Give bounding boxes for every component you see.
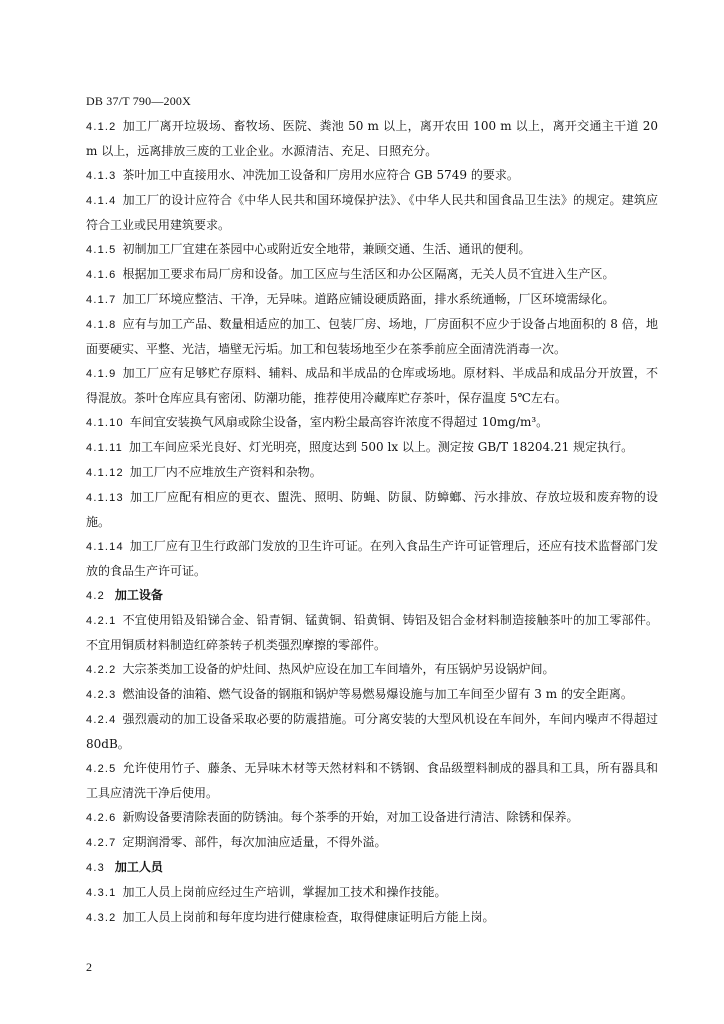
clause-number: 4.2.4 [86, 714, 117, 726]
clause-text: 茶叶加工中直接用水、冲洗加工设备和厂房用水应符合 GB 5749 的要求。 [122, 168, 519, 182]
clause-paragraph [86, 682, 658, 707]
clause-number: 4.2.7 [86, 837, 117, 849]
clause-number: 4.2.2 [86, 664, 117, 676]
section-heading [86, 583, 658, 608]
clause-paragraph [86, 657, 658, 682]
clause-paragraph [86, 905, 658, 930]
clause-paragraph [86, 880, 658, 905]
clause-paragraph [86, 312, 658, 361]
clause-text: 加工人员上岗前和每年度均进行健康检查，取得健康证明后方能上岗。 [122, 910, 495, 924]
clause-number: 4.2.3 [86, 689, 117, 701]
clause-paragraph [86, 361, 658, 410]
clause-paragraph [86, 114, 658, 163]
clause-number: 4.3.2 [86, 912, 117, 924]
clause-text: 根据加工要求布局厂房和设备。加工区应与生活区和办公区隔离，无关人员不宜进入生产区。 [122, 267, 615, 281]
clause-paragraph [86, 485, 658, 534]
clause-paragraph [86, 163, 658, 188]
clause-paragraph [86, 707, 658, 756]
clause-number: 4.1.5 [86, 244, 117, 256]
clause-paragraph [86, 805, 658, 830]
clause-paragraph [86, 435, 658, 460]
section-title: 加工人员 [114, 860, 163, 874]
clause-number: 4.1.2 [86, 121, 117, 133]
clause-text: 加工人员上岗前应经过生产培训，掌握加工技术和操作技能。 [122, 885, 447, 899]
clause-text: 燃油设备的油箱、燃气设备的钢瓶和锅炉等易燃易爆设施与加工车间至少留有 3 m 的安全距离。 [122, 687, 633, 701]
clause-paragraph [86, 460, 658, 485]
clause-number: 4.1.12 [86, 467, 124, 479]
clause-paragraph [86, 262, 658, 287]
clause-number: 4.1.3 [86, 170, 117, 182]
clause-text: 不宜使用铅及铅锑合金、铅青铜、锰黄铜、铅黄铜、铸铝及铝合金材料制造接触茶叶的加工零部件。不宜用铜质材料制造红碎茶转子机类强烈摩擦的零部件。 [86, 613, 658, 652]
clause-number: 4.1.6 [86, 269, 117, 281]
clause-number: 4.3.1 [86, 887, 117, 899]
document-body [86, 114, 658, 930]
section-title: 加工设备 [114, 588, 163, 602]
clause-number: 4.1.4 [86, 195, 117, 207]
clause-number: 4.2.6 [86, 812, 117, 824]
clause-paragraph [86, 237, 658, 262]
clause-text: 加工厂应配有相应的更衣、盥洗、照明、防蝇、防鼠、防蟑螂、污水排放、存放垃圾和废弃物的设施。 [86, 490, 658, 529]
clause-number: 4.1.7 [86, 294, 117, 306]
clause-paragraph [86, 830, 658, 855]
section-heading [86, 855, 658, 880]
clause-paragraph [86, 287, 658, 312]
clause-number: 4.2.5 [86, 763, 117, 775]
clause-text: 加工厂环境应整洁、干净，无异味。道路应铺设硬质路面，排水系统通畅，厂区环境需绿化。 [122, 292, 615, 306]
clause-text: 加工厂的设计应符合《中华人民共和国环境保护法》、《中华人民共和国食品卫生法》的规定。建筑应符合工业或民用建筑要求。 [86, 193, 658, 232]
clause-text: 允许使用竹子、藤条、无异味木材等天然材料和不锈钢、食品级塑料制成的器具和工具，所有器具和工具应清洗干净后使用。 [86, 761, 658, 800]
clause-number: 4.1.14 [86, 541, 124, 553]
clause-text: 定期润滑零、部件，每次加油应适量，不得外溢。 [122, 835, 387, 849]
clause-number: 4.1.8 [86, 319, 117, 331]
clause-text: 车间宜安装换气风扇或除尘设备，室内粉尘最高容许浓度不得超过 10mg/m³。 [129, 415, 549, 429]
clause-text: 应有与加工产品、数量相适应的加工、包装厂房、场地，厂房面积不应少于设备占地面积的 8 倍，地面要硬实、平整、光洁，墙壁无污垢。加工和包装场地至少在茶季前应全面清洗消毒一次。 [86, 317, 658, 356]
clause-number: 4.1.9 [86, 368, 117, 380]
clause-number: 4.1.11 [86, 442, 123, 454]
clause-text: 强烈震动的加工设备采取必要的防震措施。可分离安装的大型风机设在车间外，车间内噪声不得超过 80dB。 [86, 712, 658, 751]
clause-paragraph [86, 756, 658, 805]
page-number: 2 [86, 960, 92, 974]
clause-paragraph [86, 188, 658, 237]
standard-code-header: DB 37/T 790—200X [86, 94, 191, 108]
clause-text: 加工厂内不应堆放生产资料和杂物。 [129, 465, 322, 479]
clause-paragraph [86, 410, 658, 435]
clause-text: 加工厂离开垃圾场、畜牧场、医院、粪池 50 m 以上，离开农田 100 m 以上，离开交通主干道 20 m 以上，远离排放三废的工业企业。水源清洁、充足、日照充分。 [86, 119, 658, 158]
clause-paragraph [86, 608, 658, 657]
clause-text: 加工厂应有足够贮存原料、辅料、成品和半成品的仓库或场地。原材料、半成品和成品分开放置，不得混放。茶叶仓库应具有密闭、防潮功能，推荐使用冷藏库贮存茶叶，保存温度 5℃左右。 [86, 366, 658, 405]
clause-text: 加工车间应采光良好、灯光明亮，照度达到 500 lx 以上。测定按 GB/T 18204.21 规定执行。 [128, 440, 634, 454]
clause-number: 4.1.10 [86, 417, 124, 429]
clause-number: 4.1.13 [86, 492, 124, 504]
clause-paragraph [86, 534, 658, 583]
clause-number: 4.3 [86, 862, 105, 874]
clause-text: 新购设备要清除表面的防锈油。每个茶季的开始，对加工设备进行清洁、除锈和保养。 [122, 810, 579, 824]
clause-text: 加工厂应有卫生行政部门发放的卫生许可证。在列入食品生产许可证管理后，还应有技术监督部门发放的食品生产许可证。 [86, 539, 658, 578]
clause-number: 4.2.1 [86, 615, 117, 627]
clause-text: 大宗茶类加工设备的炉灶间、热风炉应设在加工车间墙外，有压锅炉另设锅炉间。 [122, 662, 555, 676]
clause-text: 初制加工厂宜建在茶园中心或附近安全地带，兼顾交通、生活、通讯的便利。 [122, 242, 531, 256]
clause-number: 4.2 [86, 590, 105, 602]
